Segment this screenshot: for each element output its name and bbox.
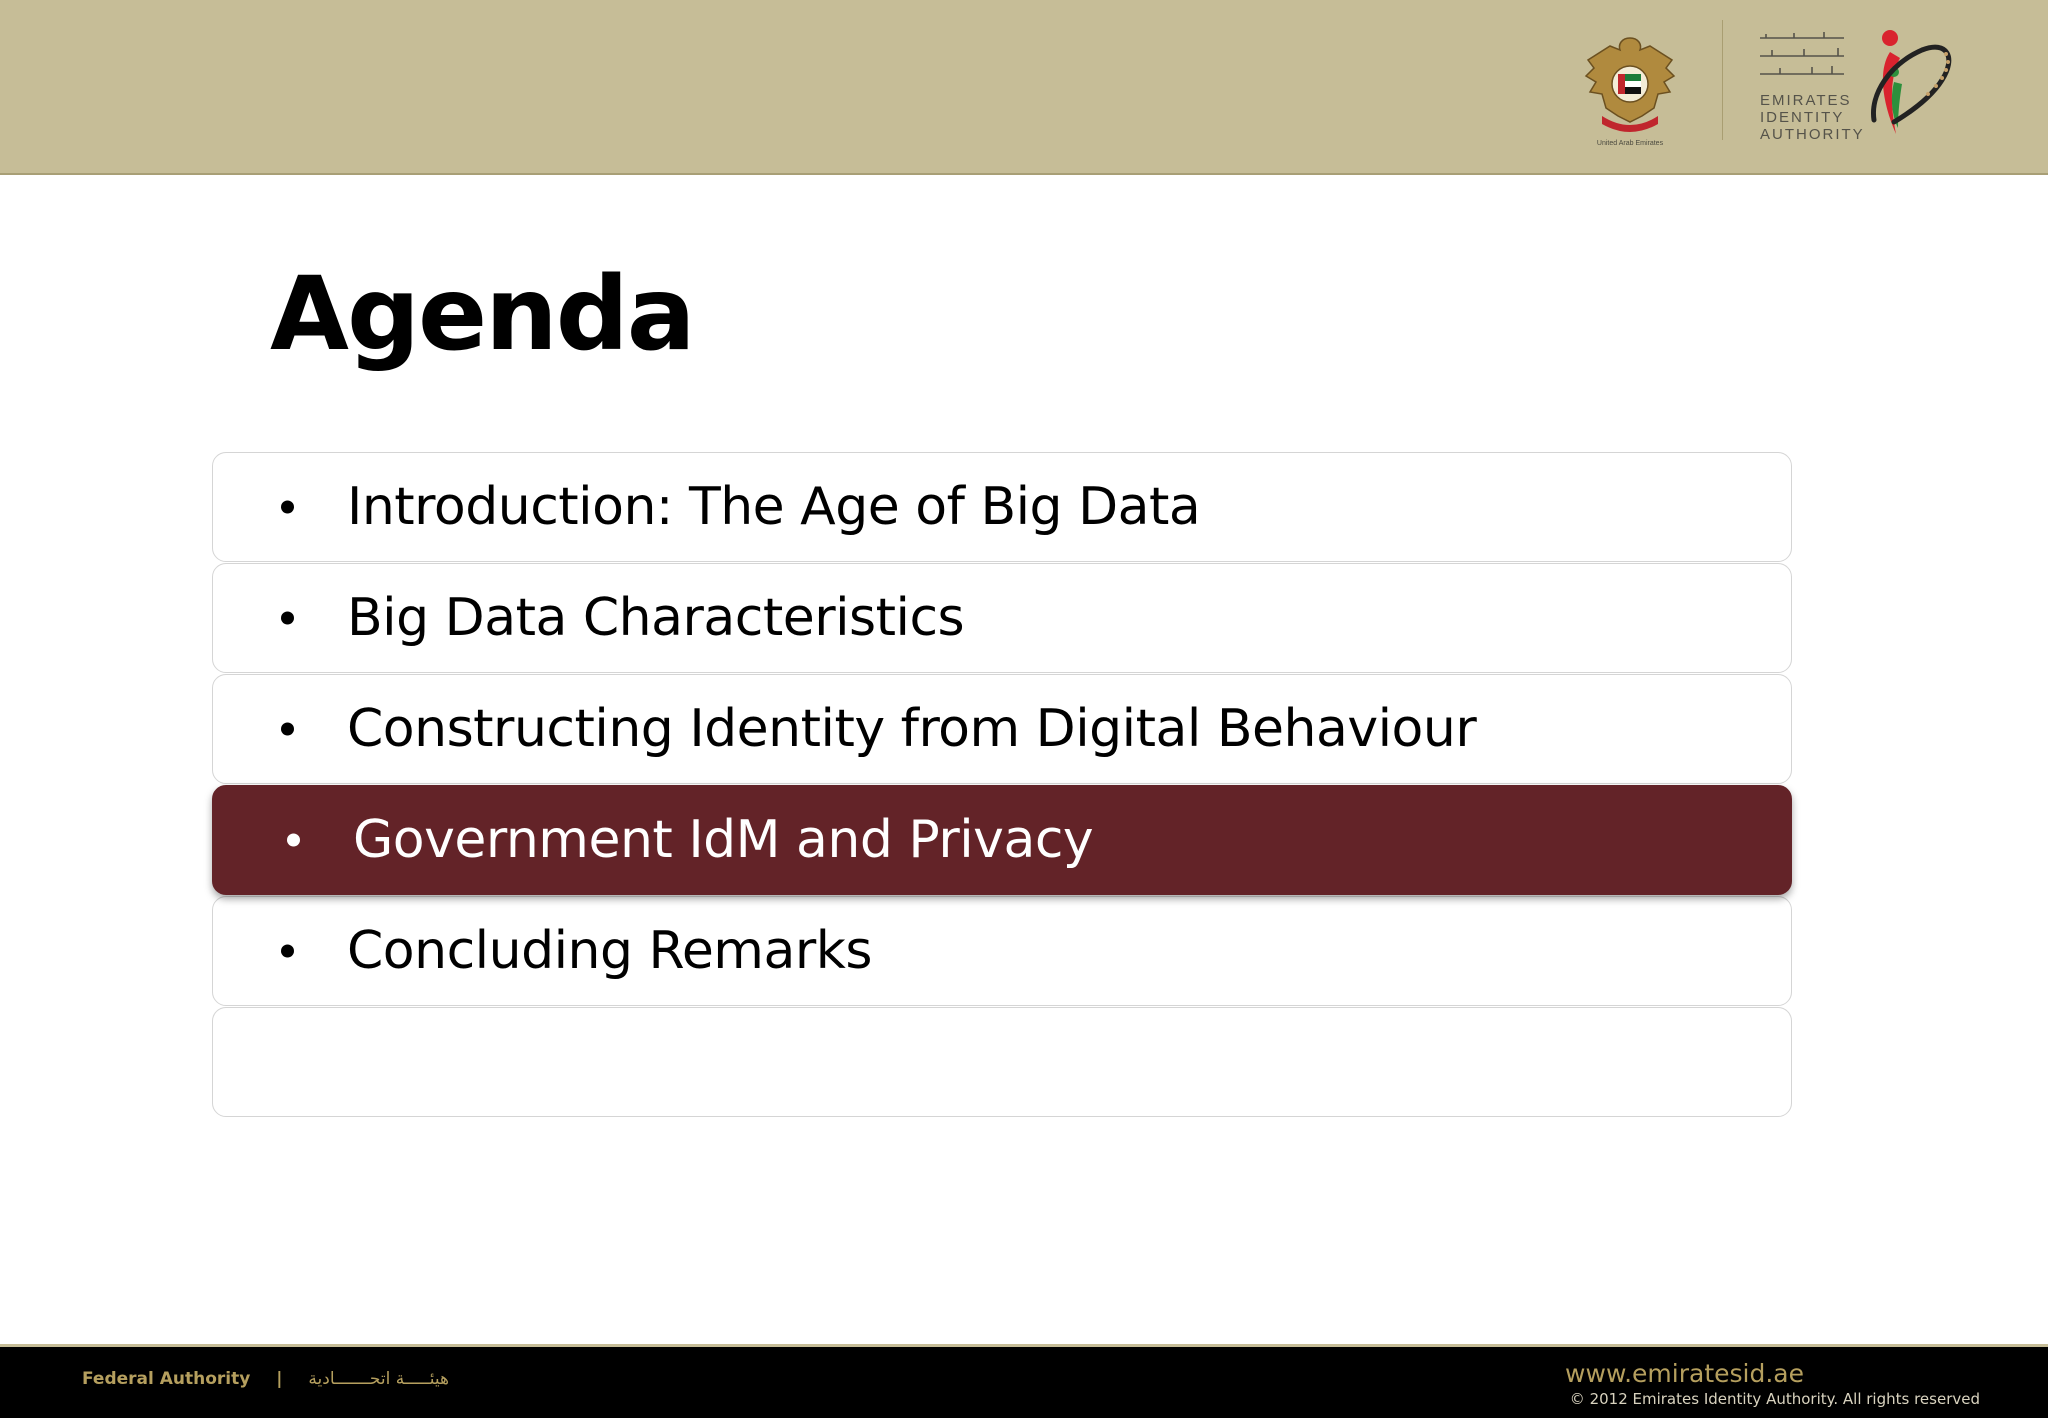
- eida-logo-icon: [1860, 24, 1960, 144]
- bullet-icon: [281, 501, 294, 514]
- footer-separator: |: [276, 1369, 283, 1389]
- agenda-item-characteristics[interactable]: [212, 563, 1792, 673]
- footer-authority: [82, 1369, 449, 1389]
- agenda-item-label: Introduction: The Age of Big Data: [347, 477, 1201, 537]
- bullet-icon: [281, 723, 294, 736]
- slide-title: Agenda: [270, 255, 694, 374]
- uae-emblem-caption: United Arab Emirates: [1596, 140, 1664, 147]
- footer: [0, 1344, 2048, 1418]
- footer-copyright: © 2012 Emirates Identity Authority. All rights reserved: [1569, 1390, 1980, 1408]
- logo-area: [1570, 20, 1960, 150]
- eida-wordmark: [1760, 92, 1865, 143]
- agenda-item-label: Big Data Characteristics: [347, 588, 965, 648]
- agenda-item-empty: [212, 1007, 1792, 1117]
- agenda-item-label: Government IdM and Privacy: [353, 810, 1094, 870]
- eida-line-2: IDENTITY: [1760, 109, 1845, 126]
- agenda-item-concluding-remarks[interactable]: [212, 896, 1792, 1006]
- uae-emblem-icon: [1580, 30, 1680, 155]
- eida-arabic-wordmark-icon: [1754, 28, 1850, 84]
- footer-authority-ar: هيئـــــة اتحـــــــادية: [308, 1369, 449, 1389]
- agenda-item-label: Concluding Remarks: [347, 921, 872, 981]
- header-band: [0, 0, 2048, 175]
- agenda-list: [212, 452, 1792, 1118]
- eida-line-1: EMIRATES: [1760, 92, 1852, 109]
- eida-line-3: AUTHORITY: [1760, 126, 1865, 143]
- agenda-item-government-idm[interactable]: [212, 785, 1792, 895]
- footer-authority-en: Federal Authority: [82, 1369, 251, 1389]
- agenda-item-introduction[interactable]: [212, 452, 1792, 562]
- bullet-icon: [281, 612, 294, 625]
- agenda-item-constructing-identity[interactable]: [212, 674, 1792, 784]
- bullet-icon: [287, 834, 300, 847]
- agenda-item-label: Constructing Identity from Digital Behaviour: [347, 699, 1477, 759]
- bullet-icon: [281, 945, 294, 958]
- footer-url-link[interactable]: www.emiratesid.ae: [1565, 1359, 1804, 1388]
- logo-divider: [1722, 20, 1723, 140]
